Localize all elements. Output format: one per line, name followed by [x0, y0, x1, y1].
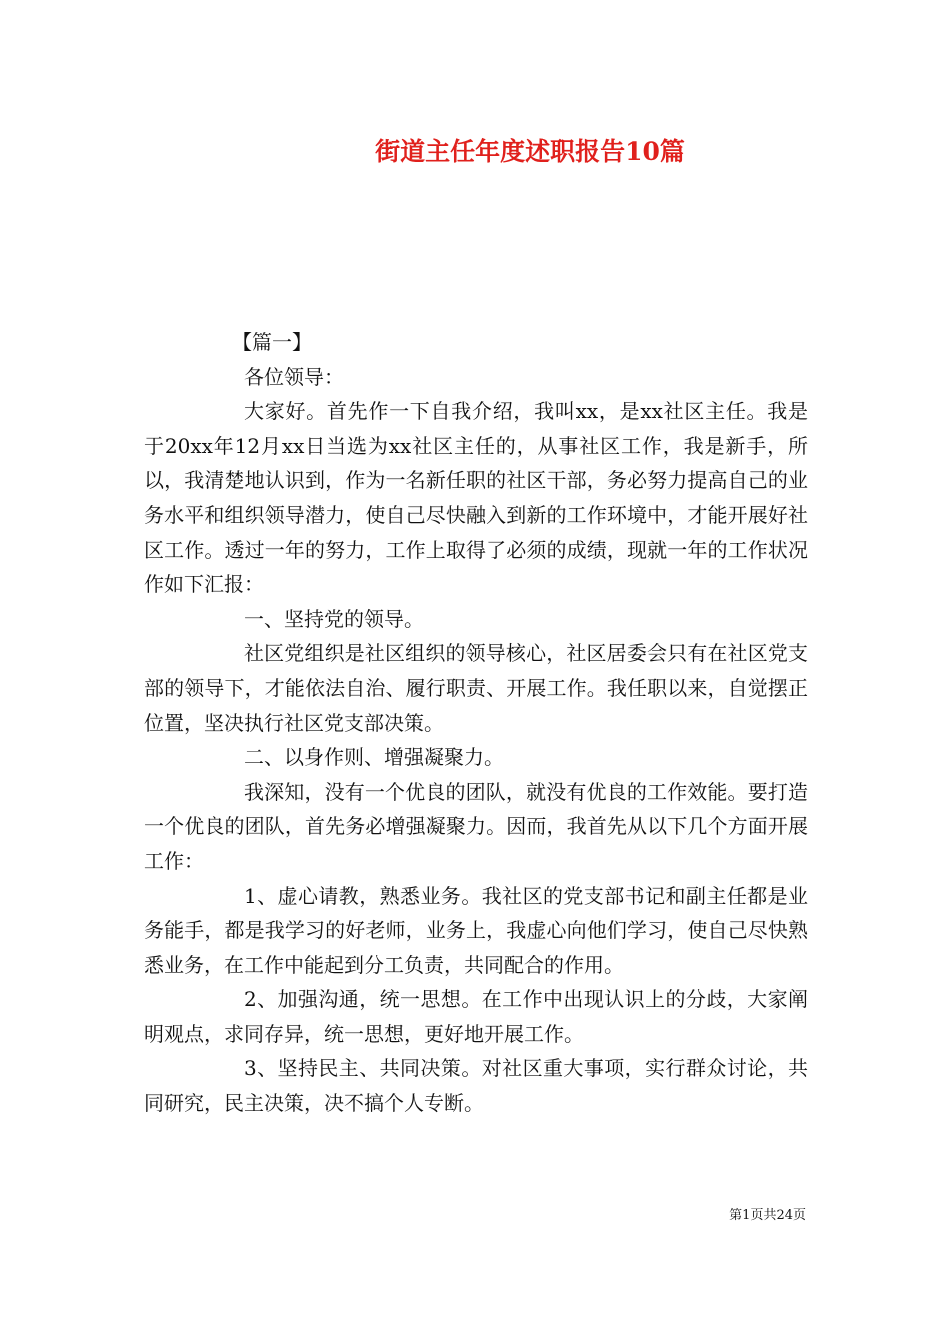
heading-cohesion: 二、以身作则、增强凝聚力。 [244, 745, 504, 770]
list-item-learning: 1、虚心请教，熟悉业务。我社区的党支部书记和副主任都是业务能手，都是我学习的好老师，业务上，我虚心向他们学习，使自己尽快熟悉业务，在工作中能起到分工负责，共同配合的作用。 [144, 883, 808, 977]
salutation: 各位领导： [244, 364, 344, 389]
section-label: 【篇一】 [232, 330, 312, 354]
document-title: 街道主任年度述职报告10篇 [375, 137, 685, 166]
document-body [144, 325, 808, 1121]
heading-party-leadership: 一、坚持党的领导。 [244, 606, 424, 631]
paragraph-intro: 大家好。首先作一下自我介绍，我叫xx，是xx社区主任。我是于20xx年12月xx日当选为xx社区主任的，从事社区工作，我是新手，所以，我清楚地认识到，作为一名新任职的社区干部，务必努力提高自己的业务水平和组织领导潜力，使自己尽快融入到新的工作环境中，才能开展好社区工作。透过一年的努力，工作上取得了必须的成绩，现就一年的工作状况作如下汇报： [144, 399, 808, 597]
list-item-democracy: 3、坚持民主、共同决策。对社区重大事项，实行群众讨论，共同研究，民主决策，决不搞个人专断。 [144, 1056, 808, 1116]
paragraph-party-leadership: 社区党组织是社区组织的领导核心，社区居委会只有在社区党支部的领导下，才能依法自治、履行职责、开展工作。我任职以来，自觉摆正位置，坚决执行社区党支部决策。 [144, 641, 808, 735]
list-item-communication: 2、加强沟通，统一思想。在工作中出现认识上的分歧，大家阐明观点，求同存异，统一思想，更好地开展工作。 [144, 987, 808, 1046]
page-number-footer: 第1页共24页 [729, 1208, 806, 1223]
paragraph-cohesion: 我深知，没有一个优良的团队，就没有优良的工作效能。要打造一个优良的团队，首先务必增强凝聚力。因而，我首先从以下几个方面开展工作： [144, 779, 808, 873]
